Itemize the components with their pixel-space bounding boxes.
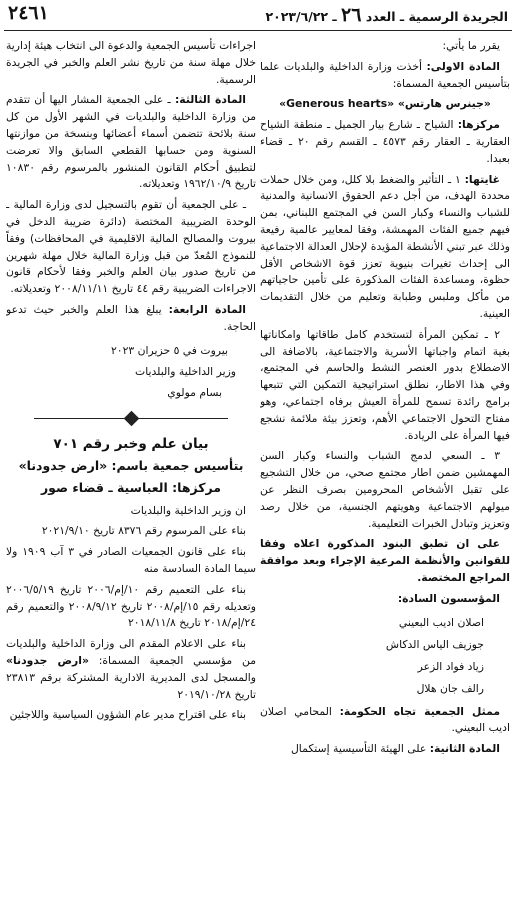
article-2-label: المادة الثانية: <box>429 742 500 756</box>
article-3 <box>6 92 256 193</box>
founder-item: جوزيف الياس الدكاش <box>385 637 484 651</box>
goals-label: غايتها: <box>464 172 500 186</box>
association-name: «جينرس هارتس» «Generous hearts» <box>279 97 491 111</box>
signature-date: بيروت في ٥ حزيران ٢٠٢٣ <box>110 343 228 357</box>
article-4-label: المادة الرابعة: <box>168 302 246 316</box>
signature-title: وزير الداخلية والبلديات <box>135 364 236 378</box>
founder-item: اصلان اديب البعيني <box>398 615 484 629</box>
page-header <box>0 0 516 34</box>
goal-1-text: ١ ـ التأثير والضغط بلا كلل، ومن خلال حملات محددة الهدف، من أجل دعم الحقوق الانسانية والمدنية للشباب والنساء وكبار السن في المجتمع اللبناني، بمن فيهم جميع الفئات المهمشة، وفقا لمعايير عالمية رفيعة وذلك عبر تبني الأنشطة المؤيدة لإحلال العدالة الاجتماعية الى إحداث تغيرات بنيوية تعزز قوة الاشخاص الأقل حظوة، ومساعدة الفئات المذكورة على تأمين حاجياتهم من مأكل وملبس وطبابة وتعليم من خلال التقديمات العينية. <box>260 172 510 320</box>
article-3-label: المادة الثالثة: <box>174 93 247 107</box>
minister-line: ان وزير الداخلية والبلديات <box>130 503 246 517</box>
representative-label: ممثل الجمعية تجاه الحكومة: <box>339 704 501 718</box>
article-1 <box>260 59 510 93</box>
goal-1 <box>260 172 510 323</box>
headquarters <box>260 117 510 167</box>
declaration-subtitle-hq: مركزها: العباسية ـ قضاء صور <box>40 479 222 495</box>
whereas-notification <box>6 636 256 703</box>
bylaw-note: على ان تطبق البنود المذكورة اعلاه وفقا للقوانين والأنظمة المرعية الإجراء وبعد موافقة المراجع المختصة. <box>260 537 510 584</box>
founders-label: المؤسسون السادة: <box>397 591 500 605</box>
founders-list <box>260 612 510 700</box>
article-1-text: أخذت وزارة الداخلية والبلديات علما بتأسيس الجمعية المسماة: <box>260 59 510 90</box>
article-4 <box>6 302 256 336</box>
headquarters-label: مركزها: <box>457 118 500 132</box>
notification-text-a: بناء على الاعلام المقدم الى وزارة الداخلية والبلديات من مؤسسي الجمعية المسماة: <box>6 637 256 667</box>
goal-3: ٣ ـ السعي لدمج الشباب والنساء وكبار السن المهمشين ضمن اطار مجتمع صحي، من خلال التشجيع على تقبل الأشخاص المحرومين بصرف النظر عن ميولهم الاجتماعية وهويتهم الجنسية، من خلال رصد وتعزيز وتبادل الخبرات التعليمية. <box>260 449 510 530</box>
whereas-law: بناء على قانون الجمعيات الصادر في ٣ آب ١٩٠٩ ولا سيما المادة السادسة منه <box>6 545 256 575</box>
representative-text: المحامي اصلان اديب البعيني. <box>260 704 510 735</box>
right-column <box>260 38 510 918</box>
whereas-decree: بناء على المرسوم رقم ٨٣٧٦ تاريخ ٢٠٢١/٩/١٠ <box>41 524 246 538</box>
founder-item: رالف جان هلال <box>416 681 484 695</box>
government-representative <box>260 704 510 738</box>
section-divider <box>6 411 256 427</box>
whereas-circulars: بناء على التعميم رقم ١٠/إم/٢٠٠٦ تاريخ ٢٠٠٦/٥/١٩ وتعديله رقم ١٥/إم/٢٠٠٨ تاريخ ٢٠٠٨/٩/١٢ والتعميم رقم ٢٤/إم/٢٠١٨ تاريخ ٢٠١٨/١١/٨ <box>6 582 256 630</box>
article-1-label: المادة الاولى: <box>426 59 501 73</box>
gazette-header <box>266 4 508 26</box>
left-column <box>6 38 256 918</box>
article-3-tax: ـ على الجمعية أن تقوم بالتسجيل لدى وزارة المالية ـ الوحدة الضريبية المختصة (دائرة ضريبة الدخل في بيروت والمصالح المالية الاقليمية في المحافظات) وفقاً للنموذج المُعدّ من قبل وزارة المالية خلال مهلة شهرين من تاريخ صدور بيان العلم والخبر وفقا لأحكام قانون الاجراءات الضريبية رقم ٤٤ تاريخ ٢٠٠٨/١١/١١ وتعديلاته. <box>6 198 256 296</box>
issue-number: ٢٦ <box>341 4 362 26</box>
decides-line: يقرر ما يأتي: <box>442 39 500 52</box>
article-2-continued: اجراءات تأسيس الجمعية والدعوة الى انتخاب هيئة إدارية خلال مهلة سنة من تاريخ نشر العلم والخبر في الجريدة الرسمية. <box>6 39 256 86</box>
notification-text-b: والمسجل لدى المديرية الادارية المشتركة برقم ٢٣٨١٣ تاريخ ٢٠١٩/١٠/٢٨ <box>6 670 256 701</box>
notification-assoc-name: «ارض جدودنا» <box>6 653 89 667</box>
signature-name: بسام مولوي <box>167 385 222 399</box>
founder-item: زياد فواد الزعر <box>417 659 484 673</box>
issue-date: ـ ٢٠٢٣/٦/٢٢ <box>265 9 337 24</box>
goal-2: ٢ ـ تمكين المرأة لتستخدم كامل طاقاتها وامكاناتها بغية اتمام واجباتها الأسرية والاجتماعية، بالاضافة الى الاضطلاع بدور العنصر النشط والحاسم في المجتمع، وفي هذا الاطار، نطلق استراتيجية التمكين التي تتبعها برامج رائدة تسمح للمرأة العيش برفاه اجتماعي، وهو مفتاح التحول الاجتماعي الأهم، وتعزز بيئة ملائمة نشجع فيها المرأة على الريادة. <box>260 327 510 442</box>
divider-diamond-icon <box>123 410 139 426</box>
declaration-title: بيان علم وخبر رقم ٧٠١ <box>53 435 209 452</box>
header-rule <box>4 30 512 31</box>
article-2 <box>260 741 510 758</box>
page-number: ٢٤٦١ <box>8 2 49 24</box>
article-2-text: على الهيئة التأسيسية إستكمال <box>290 742 430 756</box>
whereas-proposal: بناء على اقتراح مدير عام الشؤون السياسية واللاجئين <box>9 708 246 722</box>
article-3-text: ـ على الجمعية المشار اليها أن تتقدم من وزارة الداخلية والبلديات في الشهر الأول من كل سنة بلائحة تتضمن أسماء أعضائها وبنسخة من موازنتها السنوية ومن حسابها القطعي السابق والا تعرضت لتطبيق أحكام القانون المنشور بالمرسوم رقم ١٠٨٣٠ تاريخ ١٩٦٢/١٠/٩ وتعديلاته. <box>6 93 256 191</box>
gazette-title: الجريدة الرسمية ـ العدد <box>365 9 508 24</box>
declaration-subtitle-name: بتأسيس جمعية باسم: «ارض جدودنا» <box>18 457 244 473</box>
headquarters-text: الشياح ـ شارع بيار الجميل ـ منطقة الشياح العقارية ـ العقار رقم ٤٥٧٣ ـ القسم رقم ٢٠ ـ قضاء بعبدا. <box>260 118 510 165</box>
article-4-text: يبلغ هذا العلم والخبر حيث تدعو الحاجة. <box>6 302 256 333</box>
